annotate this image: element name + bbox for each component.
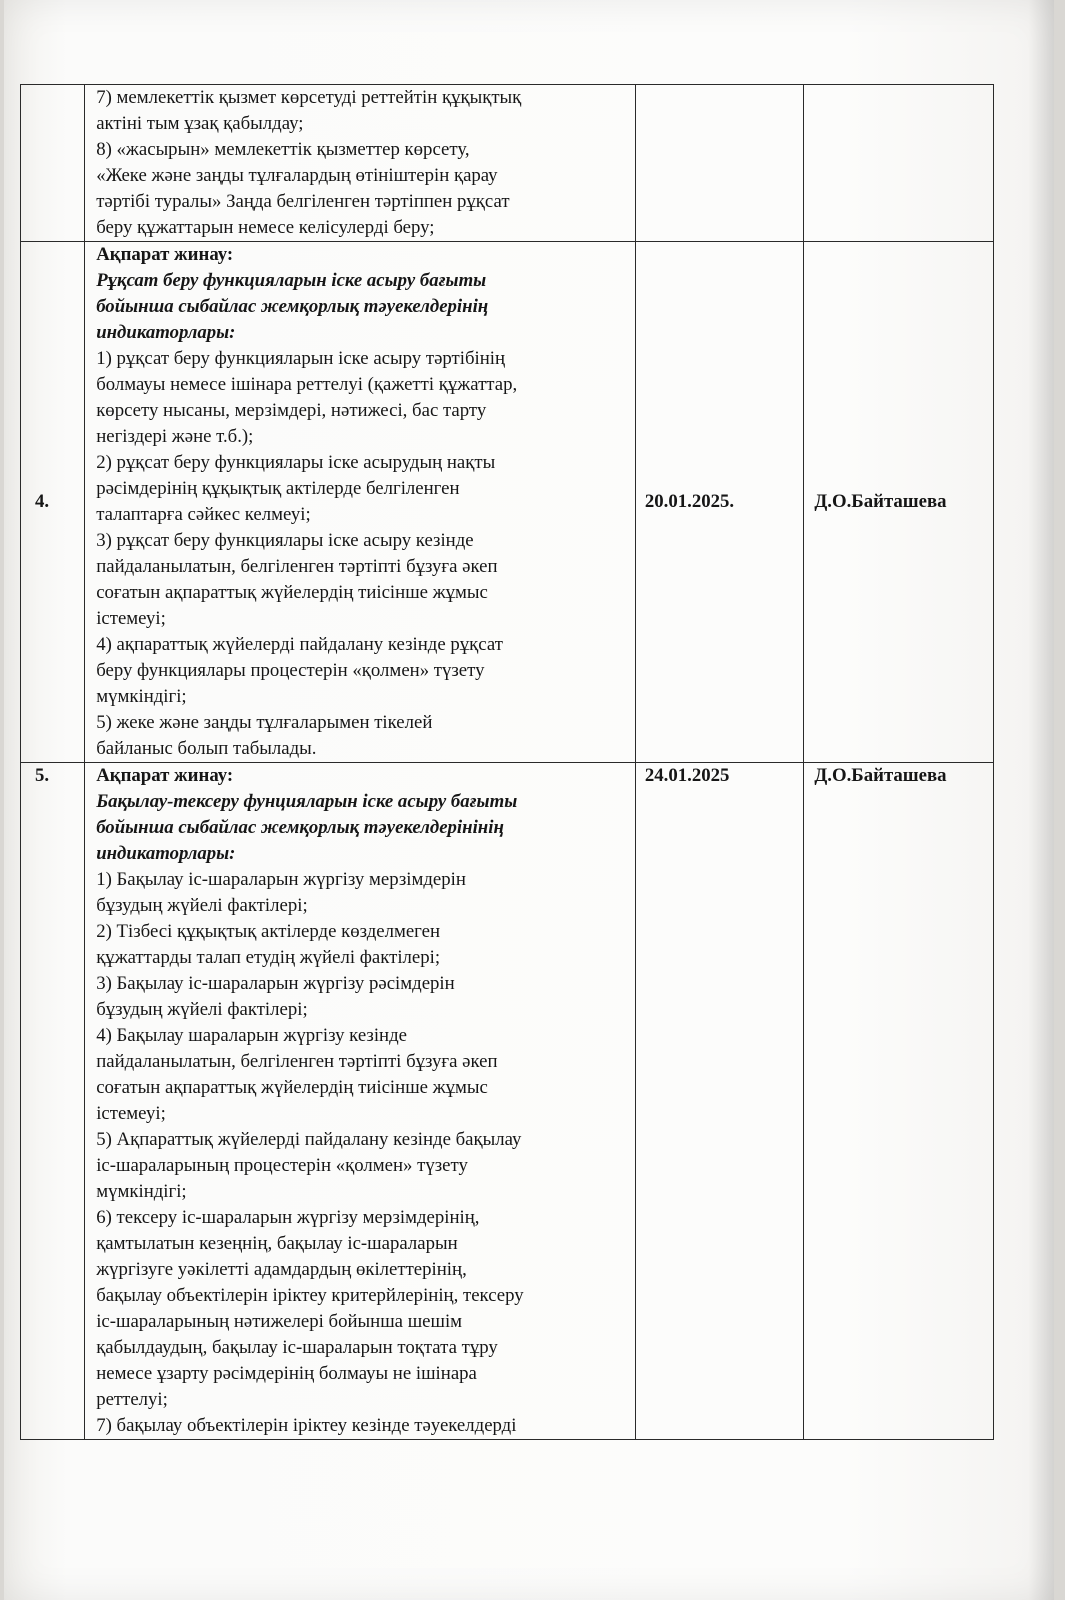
content-line: 4) Бақылау шараларын жүргізу кезінде <box>96 1025 407 1046</box>
paper-sheet <box>4 0 1054 1600</box>
section-heading: Ақпарат жинау: <box>96 244 234 265</box>
content-line: 1) Бақылау іс-шараларын жүргізу мерзімдерін <box>96 869 466 890</box>
content-line: 5) жеке және заңды тұлғаларымен тікелей <box>96 712 433 733</box>
row-responsible-cell: Д.О.Байташева <box>804 763 994 1440</box>
content-line: реттелуі; <box>96 1389 168 1410</box>
plan-table <box>20 84 994 1440</box>
content-line: 2) рұқсат беру функциялары іске асырудың нақты <box>96 452 496 473</box>
content-line: талаптарға сәйкес келмеуі; <box>96 504 311 525</box>
row-content-cell <box>85 763 636 1440</box>
table-row <box>21 763 994 1440</box>
content-line: жүргізуге уәкілетті адамдардың өкілеттерінің, <box>96 1259 467 1280</box>
row-number-cell <box>21 85 85 242</box>
content-line: немесе ұзарту рәсімдерінің болмауы не ішінара <box>96 1363 477 1384</box>
content-line: 5) Ақпараттық жүйелерді пайдалану кезінде бақылау <box>96 1129 522 1150</box>
row-number-cell: 5. <box>21 763 85 1440</box>
section-subheading: индикаторлары: <box>96 322 236 343</box>
content-line: қабылдаудың, бақылау іс-шараларын тоқтата тұру <box>96 1337 498 1358</box>
content-line: болмауы немесе ішінара реттелуі (қажетті құжаттар, <box>96 374 518 395</box>
content-line: соғатын ақпараттық жүйелердің тиісінше жұмыс <box>96 582 488 603</box>
content-line: бұзудың жүйелі фактілері; <box>96 999 308 1020</box>
content-line: 6) тексеру іс-шараларын жүргізу мерзімдерінің, <box>96 1207 480 1228</box>
content-line: соғатын ақпараттық жүйелердің тиісінше жұмыс <box>96 1077 488 1098</box>
content-line: 4) ақпараттық жүйелерді пайдалану кезінде рұқсат <box>96 634 503 655</box>
section-subheading: бойынша сыбайлас жемқорлық тәуекелдерінінің <box>96 817 504 838</box>
section-subheading: Рұқсат беру функцияларын іске асыру бағыты <box>96 270 487 291</box>
row-date-cell: 20.01.2025. <box>635 242 804 763</box>
section-heading: Ақпарат жинау: <box>96 765 234 786</box>
content-line: көрсету нысаны, мерзімдері, нәтижесі, бас тарту <box>96 400 487 421</box>
content-line: 3) Бақылау іс-шараларын жүргізу рәсімдерін <box>96 973 455 994</box>
content-line: бұзудың жүйелі фактілері; <box>96 895 308 916</box>
row-content-cell <box>85 242 636 763</box>
content-line: құжаттарды талап етудің жүйелі фактілері; <box>96 947 441 968</box>
content-line: байланыс болып табылады. <box>96 738 317 759</box>
content-line: пайдаланылатын, белгіленген тәртіпті бұзуға әкеп <box>96 556 498 577</box>
content-line: қамтылатын кезеңнің, бақылау іс-шараларын <box>96 1233 458 1254</box>
content-line: 8) «жасырын» мемлекеттік қызметтер көрсету, <box>96 139 470 160</box>
content-line: іс-шараларының процестерін «қолмен» түзету <box>96 1155 468 1176</box>
row-responsible-cell <box>804 85 994 242</box>
content-line: мүмкіндігі; <box>96 686 187 707</box>
row-date-cell: 24.01.2025 <box>635 763 804 1440</box>
content-line: 2) Тізбесі құқықтық актілерде көзделмеген <box>96 921 441 942</box>
table-row <box>21 85 994 242</box>
section-subheading: Бақылау-тексеру фунцияларын іске асыру бағыты <box>96 791 518 812</box>
content-line: беру функциялары процестерін «қолмен» түзету <box>96 660 485 681</box>
content-line: пайдаланылатын, белгіленген тәртіпті бұзуға әкеп <box>96 1051 498 1072</box>
content-line: тәртібі туралы» Заңда белгіленген тәртіппен рұқсат <box>96 191 510 212</box>
content-line: 3) рұқсат беру функциялары іске асыру кезінде <box>96 530 474 551</box>
section-subheading: индикаторлары: <box>96 843 236 864</box>
row-date-cell <box>635 85 804 242</box>
content-line: бақылау объектілерін іріктеу критерйлерінің, тексеру <box>96 1285 524 1306</box>
row-responsible-cell: Д.О.Байташева <box>804 242 994 763</box>
row-content-cell <box>85 85 636 242</box>
section-subheading: бойынша сыбайлас жемқорлық тәуекелдерінің <box>96 296 489 317</box>
table-row <box>21 242 994 763</box>
content-line: негіздері және т.б.); <box>96 426 254 447</box>
content-line: рәсімдерінің құқықтық актілерде белгіленген <box>96 478 460 499</box>
content-line: 7) мемлекеттік қызмет көрсетуді реттейтін құқықтық <box>96 87 522 108</box>
content-line: іс-шараларының нәтижелері бойынша шешім <box>96 1311 463 1332</box>
content-line: істемеуі; <box>96 608 166 629</box>
content-line: мүмкіндігі; <box>96 1181 187 1202</box>
content-line: 7) бақылау объектілерін іріктеу кезінде тәуекелдерді <box>96 1415 517 1436</box>
content-line: актіні тым ұзақ қабылдау; <box>96 113 304 134</box>
row-number-cell: 4. <box>21 242 85 763</box>
content-line: беру құжаттарын немесе келісулерді беру; <box>96 217 435 238</box>
content-line: істемеуі; <box>96 1103 166 1124</box>
content-line: 1) рұқсат беру функцияларын іске асыру тәртібінің <box>96 348 506 369</box>
content-line: «Жеке және заңды тұлғалардың өтініштерін қарау <box>96 165 498 186</box>
